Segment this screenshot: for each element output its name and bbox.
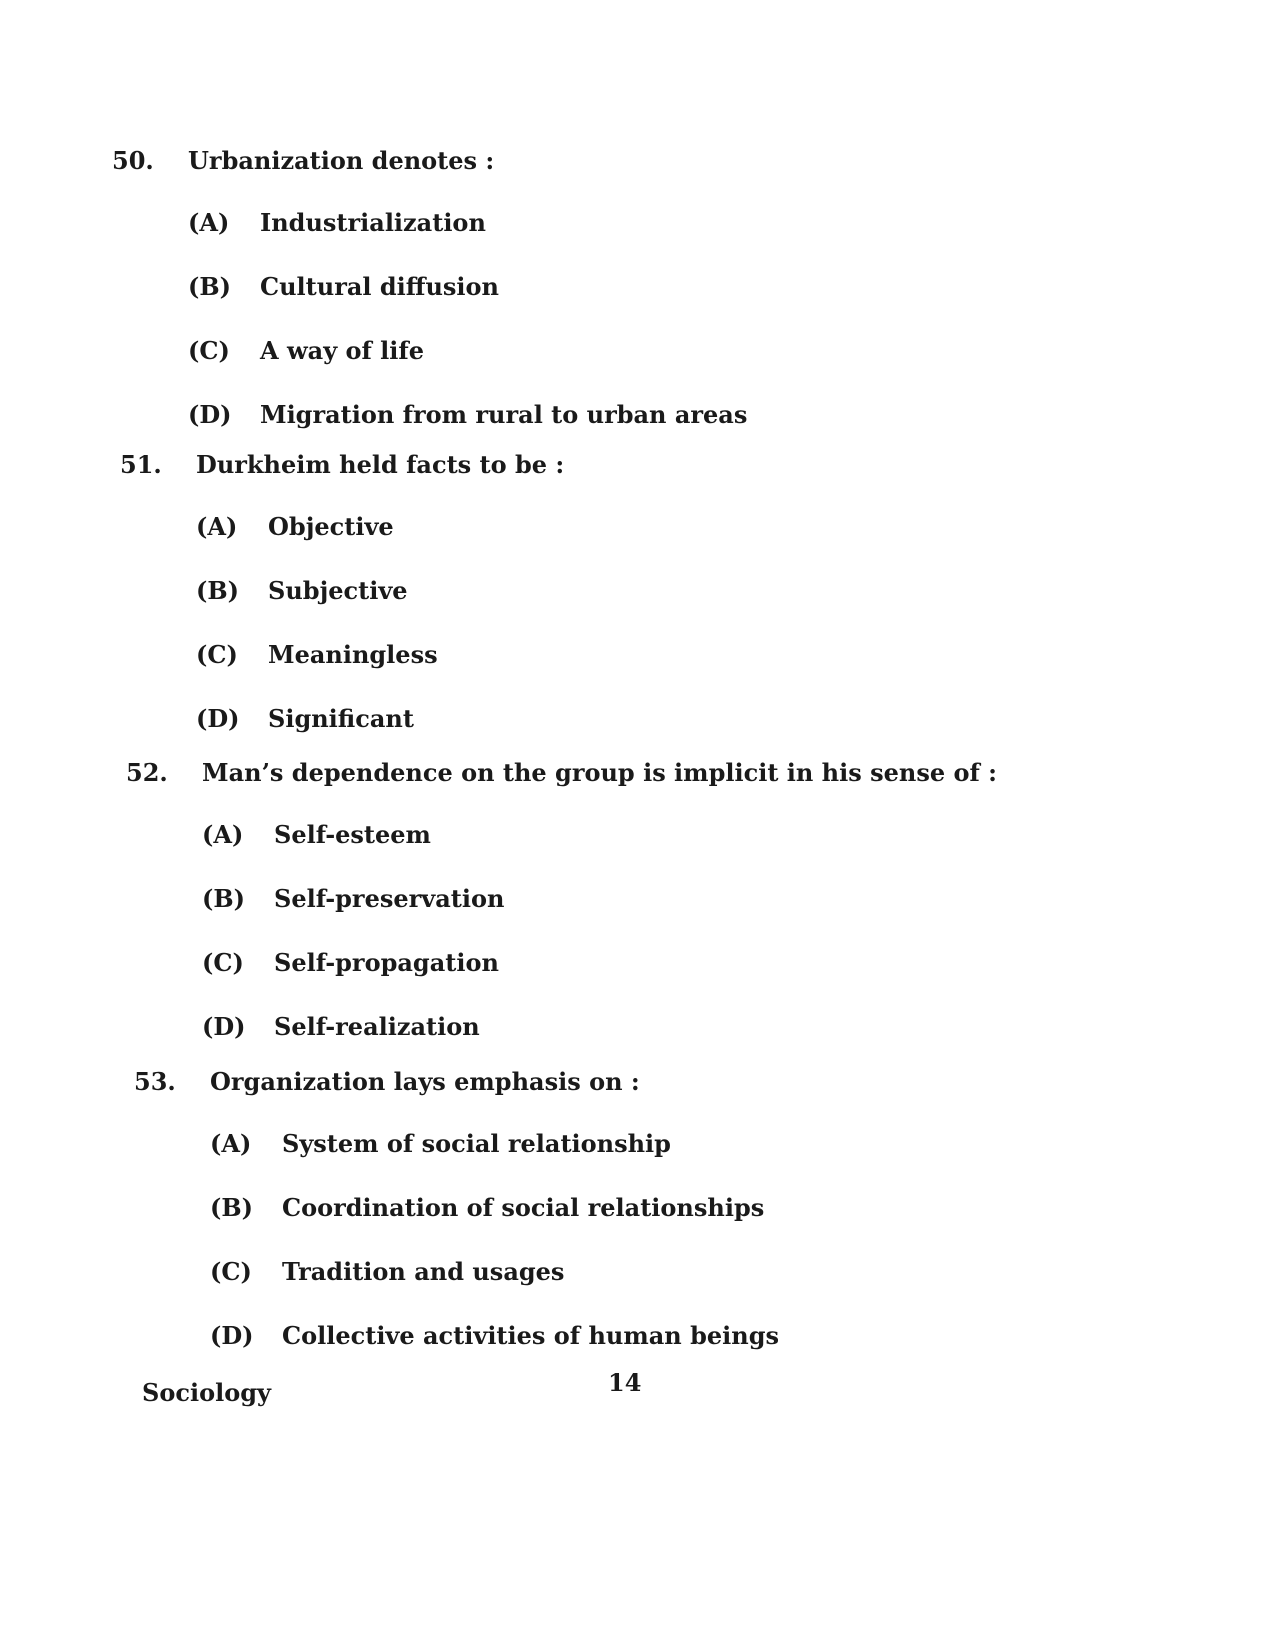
option-text: Subjective	[268, 576, 408, 605]
option-text: Tradition and usages	[282, 1257, 565, 1286]
question-number: 50.	[112, 146, 154, 175]
question-52	[126, 758, 1226, 1076]
option-text: Cultural diffusion	[260, 272, 500, 301]
option-text: Coordination of social relationships	[282, 1193, 765, 1222]
question-51	[120, 450, 1220, 768]
question-text: Man’s dependence on the group is implicit in his sense of :	[202, 758, 998, 787]
option-text: Objective	[268, 512, 394, 541]
question-stem	[126, 758, 1226, 798]
option-a	[112, 208, 1212, 272]
question-stem	[134, 1067, 1234, 1107]
question-stem	[120, 450, 1220, 490]
option-text: System of social relationship	[282, 1129, 671, 1158]
option-a	[134, 1129, 1234, 1193]
question-text: Durkheim held facts to be :	[196, 450, 565, 479]
question-number: 52.	[126, 758, 168, 787]
question-number: 53.	[134, 1067, 176, 1096]
option-text: Industrialization	[260, 208, 486, 237]
option-letter: (A)	[196, 512, 238, 541]
option-text: Migration from rural to urban areas	[260, 400, 748, 429]
question-text: Urbanization denotes :	[188, 146, 495, 175]
option-text: Significant	[268, 704, 414, 733]
option-list	[120, 512, 1220, 768]
option-text: Self-propagation	[274, 948, 499, 977]
option-letter: (D)	[188, 400, 232, 429]
option-letter: (A)	[188, 208, 230, 237]
option-c	[112, 336, 1212, 400]
option-list	[126, 820, 1226, 1076]
option-a	[126, 820, 1226, 884]
question-text: Organization lays emphasis on :	[210, 1067, 640, 1096]
option-letter: (B)	[202, 884, 245, 913]
option-letter: (D)	[196, 704, 240, 733]
option-text: Collective activities of human beings	[282, 1321, 780, 1350]
option-text: Self-realization	[274, 1012, 480, 1041]
option-letter: (C)	[202, 948, 244, 977]
option-c	[120, 640, 1220, 704]
question-50	[112, 146, 1212, 464]
option-b	[120, 576, 1220, 640]
option-list	[112, 208, 1212, 464]
option-letter: (A)	[210, 1129, 252, 1158]
option-list	[134, 1129, 1234, 1385]
option-a	[120, 512, 1220, 576]
option-letter: (D)	[210, 1321, 254, 1350]
question-stem	[112, 146, 1212, 186]
option-b	[134, 1193, 1234, 1257]
option-text: Self-esteem	[274, 820, 431, 849]
option-letter: (C)	[188, 336, 230, 365]
footer-subject: Sociology	[142, 1378, 271, 1407]
option-letter: (B)	[188, 272, 231, 301]
option-text: Self-preservation	[274, 884, 505, 913]
page-number: 14	[608, 1368, 642, 1397]
option-letter: (B)	[210, 1193, 253, 1222]
option-letter: (C)	[196, 640, 238, 669]
option-c	[134, 1257, 1234, 1321]
option-b	[112, 272, 1212, 336]
question-53	[134, 1067, 1234, 1385]
option-text: A way of life	[260, 336, 425, 365]
option-b	[126, 884, 1226, 948]
option-letter: (C)	[210, 1257, 252, 1286]
option-text: Meaningless	[268, 640, 438, 669]
option-letter: (D)	[202, 1012, 246, 1041]
question-number: 51.	[120, 450, 162, 479]
option-d	[134, 1321, 1234, 1385]
option-c	[126, 948, 1226, 1012]
option-letter: (B)	[196, 576, 239, 605]
option-letter: (A)	[202, 820, 244, 849]
